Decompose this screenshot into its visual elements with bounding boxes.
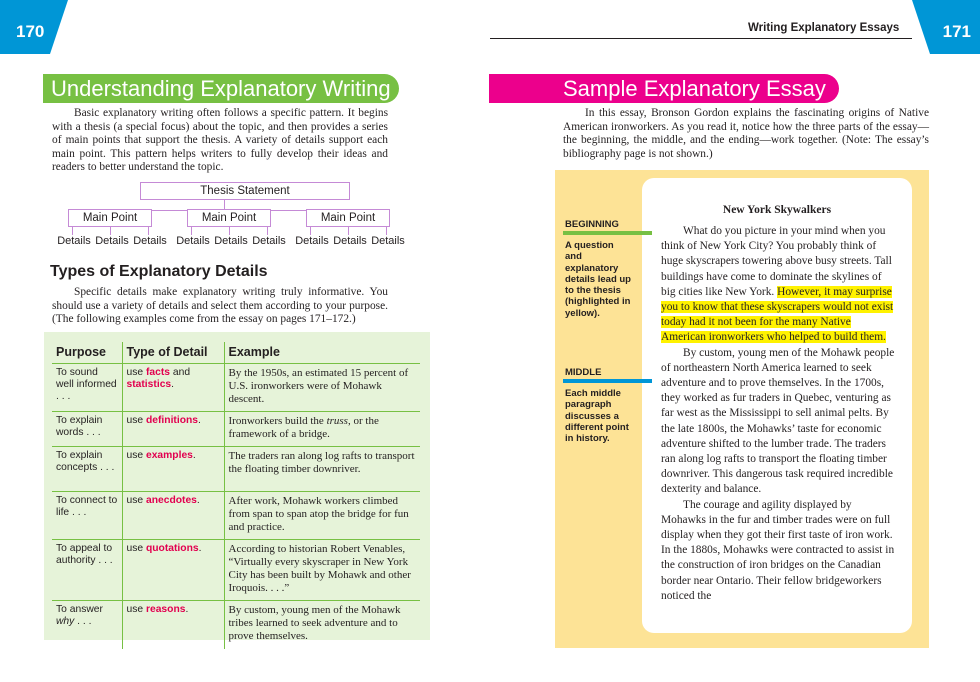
details-table-panel [44, 332, 430, 640]
middle-bar [563, 379, 652, 383]
example-cell: Ironworkers build the truss, or the framework of a bridge. [224, 412, 420, 447]
essay-paragraph-3: The courage and agility displayed by Mohawks in the fur and timber trades were on full display when they got their first taste of iron work. In the 1880s, Mohawks were contracted to assist in the construction of iron bridges on the Canadian border near Ontario. Their fellow bridgeworkers noticed the [661, 498, 895, 602]
right-page-number: 171 [942, 22, 971, 41]
column-header-type: Type of Detail [122, 342, 224, 364]
table-row [52, 492, 420, 540]
middle-label: MIDDLE [565, 367, 602, 378]
example-cell: The traders ran along log rafts to transport the floating timber downriver. [224, 447, 420, 492]
left-section-banner: Understanding Explanatory Writing [43, 74, 399, 103]
details-label: Details [252, 235, 286, 247]
purpose-cell: To answer why . . . [56, 604, 103, 627]
table-row [52, 364, 420, 412]
types-heading: Types of Explanatory Details [50, 263, 268, 280]
type-cell: use quotations. [122, 540, 224, 601]
thesis-statement-box: Thesis Statement [140, 182, 350, 200]
column-header-example: Example [224, 342, 420, 364]
detail-keyword: reasons [145, 604, 186, 615]
sample-intro-text: In this essay, Bronson Gordon explains the fascinating origins of Native American ironworkers. As you read it, notice how the three parts of the essay—the beginning, the middle, and the ending—work together. (Note: The essay’s bibliography page is not shown.) [563, 107, 929, 160]
table-row [52, 540, 420, 601]
detail-keyword: statistics [126, 379, 172, 390]
details-label: Details [133, 235, 167, 247]
type-cell: use examples. [122, 447, 224, 492]
table-row [52, 601, 420, 649]
details-label: Details [176, 235, 210, 247]
table-header-row [52, 342, 420, 364]
beginning-bar [563, 231, 652, 235]
example-cell: After work, Mohawk workers climbed from span to span atop the bridge for fun and practice. [224, 492, 420, 540]
details-label: Details [214, 235, 248, 247]
essay-body [661, 224, 897, 604]
purpose-cell: To explain concepts . . . [52, 447, 122, 492]
type-cell: use anecdotes. [122, 492, 224, 540]
detail-keyword: examples [145, 450, 193, 461]
left-page-number: 170 [16, 22, 45, 41]
purpose-cell: To connect to life . . . [52, 492, 122, 540]
types-paragraph [52, 286, 388, 327]
sample-intro-paragraph [563, 107, 929, 161]
details-label: Details [57, 235, 91, 247]
thesis-diagram [55, 182, 415, 252]
example-cell: By the 1950s, an estimated 15 percent of U.S. ironworkers were of Mohawk descent. [224, 364, 420, 412]
type-cell: use facts and statistics. [122, 364, 224, 412]
intro-paragraph [52, 107, 388, 175]
beginning-label: BEGINNING [565, 219, 619, 230]
purpose-cell: To explain words . . . [52, 412, 122, 447]
detail-keyword: anecdotes [145, 495, 197, 506]
beginning-note: A question and explanatory details lead up to the thesis (highlighted in yellow). [565, 240, 631, 319]
essay-paragraph-1: What do you picture in your mind when you think of New York City? You probably think of huge skyscrapers towering above busy streets. Tall buildings have come to dominate the skylines of big cities like New York. However, it may surprise you to know that these skyscrapers would not exist today had it not been for the many Native American ironworkers who helped to build them. [661, 225, 894, 344]
detail-keyword: facts [145, 367, 171, 378]
header-rule [490, 38, 912, 39]
intro-text: Basic explanatory writing often follows a specific pattern. It begins with a thesis (a special focus) about the topic, and then provides a series of main points that support the thesis. A variety of details support each main point. This pattern helps writers to fully develop their ideas and readers to better understand the topic. [52, 107, 388, 174]
details-label: Details [95, 235, 129, 247]
details-label: Details [295, 235, 329, 247]
table-row [52, 447, 420, 492]
running-head: Writing Explanatory Essays [748, 22, 900, 34]
table-row [52, 412, 420, 447]
column-header-purpose: Purpose [52, 342, 122, 364]
details-label: Details [333, 235, 367, 247]
right-section-banner: Sample Explanatory Essay [489, 74, 839, 103]
details-table [52, 342, 420, 649]
example-cell: By custom, young men of the Mohawk tribes learned to seek adventure and to prove themselves. [224, 601, 420, 649]
example-cell: According to historian Robert Venables, “Virtually every skyscraper in New York City has been built by Mohawk and other Iroquois. . . .” [224, 540, 420, 601]
type-cell: use reasons. [122, 601, 224, 649]
detail-keyword: quotations [145, 543, 199, 554]
main-point-box: Main Point [187, 209, 271, 227]
main-point-box: Main Point [306, 209, 390, 227]
thesis-highlight: However, it may surprise you to know that these skyscrapers would not exist today had it not been for the many Native American ironworkers who helped to build them. [661, 285, 894, 344]
main-point-box: Main Point [68, 209, 152, 227]
detail-keyword: definitions [145, 415, 199, 426]
details-label: Details [371, 235, 405, 247]
essay-title: New York Skywalkers [722, 204, 832, 216]
types-text: Specific details make explanatory writing truly informative. You should use a variety of details and select them according to your purpose. (The following examples come from the essay on pages 171–172.) [52, 286, 388, 326]
purpose-cell: To sound well informed . . . [52, 364, 122, 412]
purpose-cell: To appeal to authority . . . [52, 540, 122, 601]
essay-paragraph-2: By custom, young men of the Mohawk people of northeastern North America learned to seek adventure and to prove themselves. In the 1700s, they worked as fur traders in Quebec, venturing as far west as the Mississippi to sell animal pelts. By the late 1800s, the Mohawks’ taste for economic adventure shifted to the lumber trade. The traders ran along log rafts to transport the floating timber downriver. This dangerous task required incredible dexterity and balance. [661, 346, 895, 496]
type-cell: use definitions. [122, 412, 224, 447]
middle-note: Each middle paragraph discusses a different point in history. [565, 388, 629, 445]
